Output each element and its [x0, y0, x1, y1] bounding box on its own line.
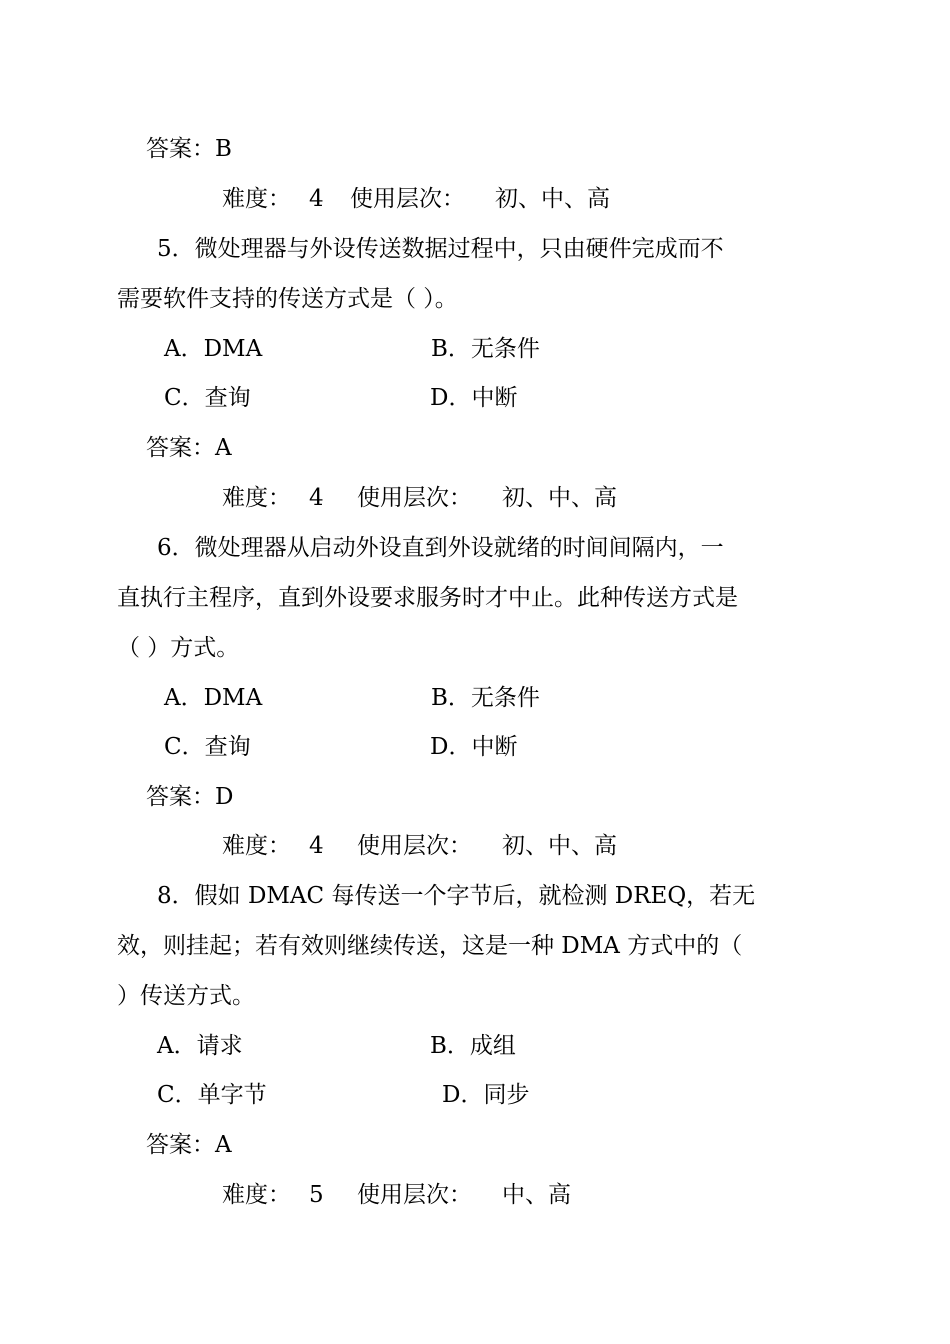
use-levels: 中、高 [502, 1182, 571, 1208]
question-6-answer: 答案：D [146, 784, 234, 810]
difficulty-label: 难度： [222, 485, 291, 511]
question-6-option-a: A．DMA [164, 685, 263, 711]
question-5-option-a: A．DMA [164, 336, 263, 362]
question-8-option-c: C．单字节 [157, 1082, 267, 1108]
question-8-line-3: ）传送方式。 [117, 983, 255, 1009]
question-5-line-1: 5．微处理器与外设传送数据过程中，只由硬件完成而不 [157, 236, 724, 262]
question-8-option-a: A．请求 [157, 1033, 243, 1059]
question-8-answer: 答案：A [146, 1132, 232, 1158]
use-level-label: 使用层次： [357, 833, 472, 859]
question-6-option-b: B．无条件 [431, 685, 540, 711]
use-levels: 初、中、高 [495, 186, 610, 212]
question-5-option-c: C．查询 [164, 385, 251, 411]
question-6-option-d: D．中断 [430, 734, 518, 760]
difficulty-value: 5 [309, 1182, 324, 1208]
question-6-line-3: （ ）方式。 [117, 635, 240, 661]
question-5-option-b: B．无条件 [431, 336, 540, 362]
use-level-label: 使用层次： [357, 1182, 472, 1208]
use-levels: 初、中、高 [502, 485, 617, 511]
use-levels: 初、中、高 [502, 833, 617, 859]
question-6-option-c: C．查询 [164, 734, 251, 760]
question-6-line-1: 6．微处理器从启动外设直到外设就绪的时间间隔内，一 [157, 535, 724, 561]
difficulty-value: 4 [309, 485, 324, 511]
use-level-label: 使用层次： [357, 485, 472, 511]
question-8-option-d: D．同步 [442, 1082, 530, 1108]
difficulty-value: 4 [309, 833, 324, 859]
answer-prev: 答案：B [146, 136, 232, 162]
question-6-line-2: 直执行主程序，直到外设要求服务时才中止。此种传送方式是 [117, 585, 738, 611]
use-level-label: 使用层次： [350, 186, 465, 212]
difficulty-label: 难度： [222, 1182, 291, 1208]
difficulty-label: 难度： [222, 186, 291, 212]
question-8-option-b: B．成组 [430, 1033, 516, 1059]
question-5-answer: 答案：A [146, 435, 232, 461]
difficulty-value: 4 [309, 186, 324, 212]
question-5-line-2: 需要软件支持的传送方式是（ ）。 [117, 286, 458, 312]
difficulty-label: 难度： [222, 833, 291, 859]
question-5-option-d: D．中断 [430, 385, 518, 411]
question-8-line-2: 效，则挂起；若有效则继续传送，这是一种 DMA 方式中的（ [117, 933, 743, 959]
question-8-line-1: 8．假如 DMAC 每传送一个字节后，就检测 DREQ，若无 [157, 883, 756, 909]
